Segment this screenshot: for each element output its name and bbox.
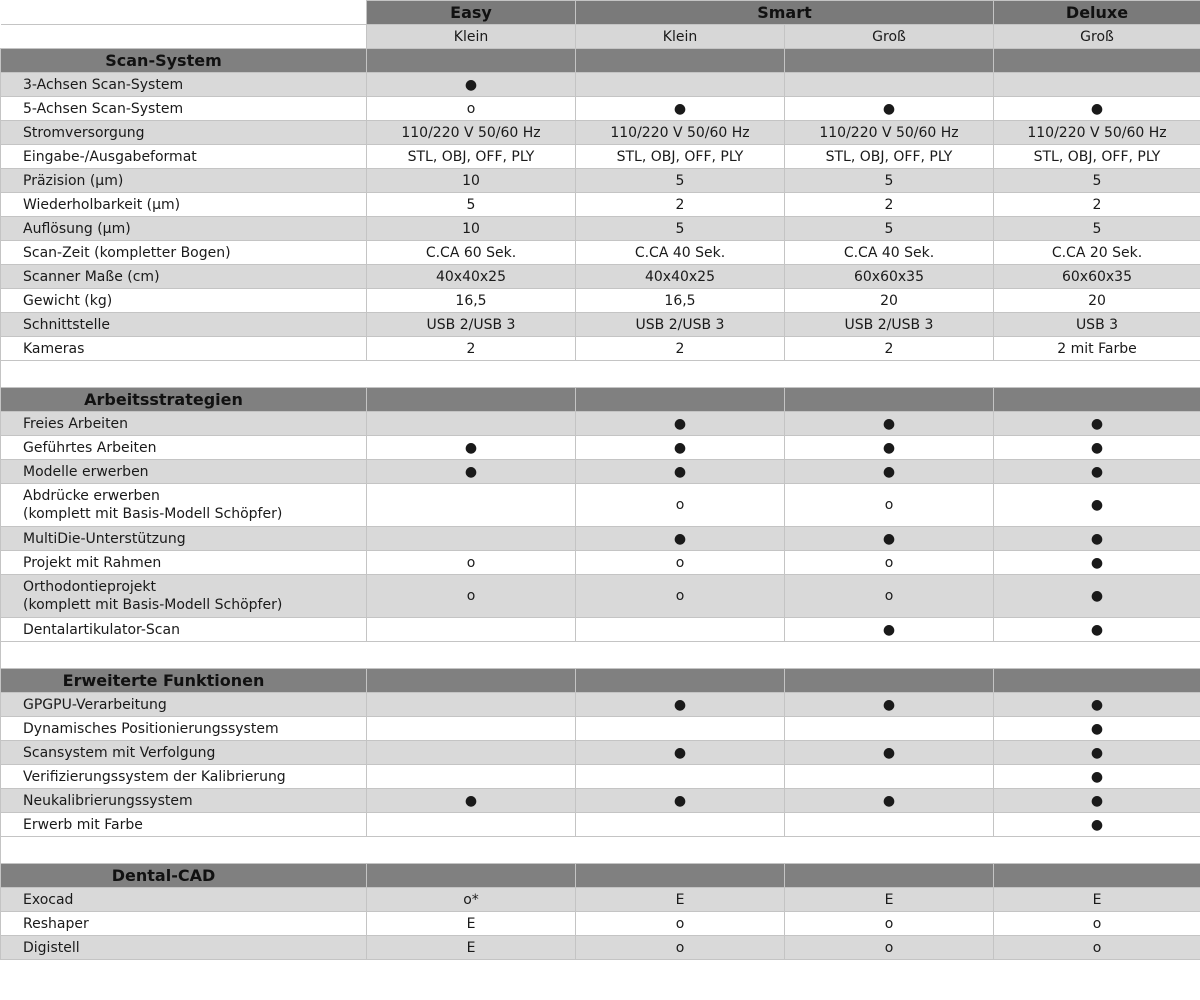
table-row (1, 912, 1200, 936)
row-label-text: Stromversorgung (23, 124, 145, 141)
table-row (1, 436, 1200, 460)
row-label-subtext: (komplett mit Basis-Modell Schöpfer) (23, 597, 283, 613)
table-row (1, 741, 1200, 765)
row-value: 2 (576, 193, 785, 217)
table-row (1, 527, 1200, 551)
spacer-cell (1, 642, 1200, 669)
row-value: ● (367, 436, 576, 460)
row-value: o (785, 551, 994, 575)
size-smart-klein: Klein (576, 25, 785, 49)
section-header-cell (367, 388, 576, 412)
table-row (1, 936, 1200, 960)
row-label-text: Schnittstelle (23, 316, 110, 333)
row-value: ● (576, 693, 785, 717)
row-value: C.CA 40 Sek. (785, 241, 994, 265)
row-value: 60x60x35 (994, 265, 1200, 289)
row-label-text: GPGPU-Verarbeitung (23, 696, 167, 713)
row-label-text: Modelle erwerben (23, 463, 149, 480)
row-value: STL, OBJ, OFF, PLY (994, 145, 1200, 169)
row-value: 5 (785, 217, 994, 241)
row-label-text: Präzision (µm) (23, 172, 124, 189)
row-value: ● (785, 693, 994, 717)
row-label (1, 241, 367, 265)
table-row (1, 265, 1200, 289)
row-label-text: Dynamisches Positionierungssystem (23, 720, 279, 737)
row-value: ● (576, 527, 785, 551)
row-value: 5 (367, 193, 576, 217)
table-row (1, 241, 1200, 265)
row-value: o (367, 97, 576, 121)
row-value: o (785, 575, 994, 618)
table-row (1, 618, 1200, 642)
row-value (785, 717, 994, 741)
size-smart-gross: Groß (785, 25, 994, 49)
row-value: 2 mit Farbe (994, 337, 1200, 361)
row-label-text: Gewicht (kg) (23, 292, 113, 309)
row-label-text: Kameras (23, 340, 85, 357)
row-value: STL, OBJ, OFF, PLY (367, 145, 576, 169)
table-row (1, 551, 1200, 575)
row-label (1, 73, 367, 97)
row-value: 2 (785, 337, 994, 361)
row-value: 5 (785, 169, 994, 193)
row-value: 16,5 (367, 289, 576, 313)
row-label (1, 265, 367, 289)
row-value (576, 73, 785, 97)
row-label (1, 888, 367, 912)
section-header-cell (994, 388, 1200, 412)
row-label (1, 412, 367, 436)
row-value: ● (576, 97, 785, 121)
row-value: o* (367, 888, 576, 912)
table-row (1, 484, 1200, 527)
row-value: ● (785, 97, 994, 121)
row-label-text: Eingabe-/Ausgabeformat (23, 148, 197, 165)
row-value: USB 2/USB 3 (785, 313, 994, 337)
section-header-row (1, 388, 1200, 412)
row-value: ● (785, 527, 994, 551)
product-header-row (1, 1, 1200, 25)
row-label-text: Scanner Maße (cm) (23, 268, 160, 285)
row-label-text: Abdrücke erwerben (23, 488, 160, 504)
row-value: o (576, 551, 785, 575)
size-easy: Klein (367, 25, 576, 49)
row-label (1, 618, 367, 642)
row-value: ● (785, 412, 994, 436)
product-deluxe: Deluxe (994, 1, 1200, 25)
row-value: C.CA 60 Sek. (367, 241, 576, 265)
section-header-cell (785, 864, 994, 888)
table-row (1, 217, 1200, 241)
row-value: ● (994, 693, 1200, 717)
row-label (1, 193, 367, 217)
row-label-text: Auflösung (µm) (23, 220, 131, 237)
row-value (367, 741, 576, 765)
row-label-text: MultiDie-Unterstützung (23, 530, 186, 547)
row-label-text: Verifizierungssystem der Kalibrierung (23, 768, 286, 785)
row-value (785, 765, 994, 789)
row-label-text: Digistell (23, 939, 80, 956)
row-value (367, 717, 576, 741)
section-header-cell (994, 864, 1200, 888)
row-label (1, 217, 367, 241)
row-value: ● (994, 460, 1200, 484)
row-value: ● (576, 789, 785, 813)
row-label (1, 289, 367, 313)
row-label-text: Projekt mit Rahmen (23, 554, 162, 571)
section-header-row (1, 864, 1200, 888)
row-value: USB 2/USB 3 (367, 313, 576, 337)
row-value: o (785, 912, 994, 936)
row-label (1, 912, 367, 936)
row-value: USB 2/USB 3 (576, 313, 785, 337)
row-value: ● (994, 436, 1200, 460)
table-row (1, 337, 1200, 361)
table-row (1, 97, 1200, 121)
spacer-cell (1, 361, 1200, 388)
row-value: ● (785, 741, 994, 765)
row-value: E (994, 888, 1200, 912)
row-label (1, 789, 367, 813)
row-label (1, 313, 367, 337)
table-row (1, 693, 1200, 717)
table-row (1, 575, 1200, 618)
row-value: ● (994, 551, 1200, 575)
section-header-cell (576, 49, 785, 73)
table-row (1, 193, 1200, 217)
section-header-cell (785, 669, 994, 693)
row-value: 5 (576, 217, 785, 241)
row-value: o (994, 912, 1200, 936)
row-value: ● (994, 527, 1200, 551)
section-header-cell (785, 388, 994, 412)
product-easy: Easy (367, 1, 576, 25)
spacer-cell (1, 837, 1200, 864)
row-label (1, 813, 367, 837)
row-value: E (785, 888, 994, 912)
row-value: STL, OBJ, OFF, PLY (785, 145, 994, 169)
row-label (1, 460, 367, 484)
table-row (1, 789, 1200, 813)
table-row (1, 145, 1200, 169)
row-label-text: Scansystem mit Verfolgung (23, 744, 216, 761)
section-header-cell (994, 49, 1200, 73)
row-value: ● (367, 73, 576, 97)
row-value: o (785, 484, 994, 527)
row-value: ● (785, 618, 994, 642)
size-deluxe: Groß (994, 25, 1200, 49)
row-value: E (367, 936, 576, 960)
section-title: Scan-System (1, 49, 367, 73)
row-label (1, 551, 367, 575)
row-value (576, 717, 785, 741)
row-label (1, 527, 367, 551)
row-value: 5 (576, 169, 785, 193)
row-value: o (367, 575, 576, 618)
row-value (367, 412, 576, 436)
row-label (1, 693, 367, 717)
row-value: ● (367, 460, 576, 484)
row-value (785, 813, 994, 837)
section-header-cell (367, 49, 576, 73)
row-label (1, 575, 367, 618)
header-corner-sub (1, 25, 367, 49)
row-value: ● (785, 789, 994, 813)
row-value: 5 (994, 169, 1200, 193)
table-row (1, 717, 1200, 741)
header-corner (1, 1, 367, 25)
row-label-text: Exocad (23, 891, 74, 908)
section-header-row (1, 49, 1200, 73)
table-row (1, 169, 1200, 193)
row-value: ● (994, 789, 1200, 813)
row-value (994, 73, 1200, 97)
row-value: USB 3 (994, 313, 1200, 337)
row-value: ● (994, 741, 1200, 765)
row-value: 110/220 V 50/60 Hz (994, 121, 1200, 145)
row-value: 40x40x25 (367, 265, 576, 289)
section-header-cell (576, 864, 785, 888)
row-value: o (367, 551, 576, 575)
row-value: 20 (994, 289, 1200, 313)
row-label-text: 5-Achsen Scan-System (23, 100, 184, 117)
row-value: C.CA 40 Sek. (576, 241, 785, 265)
row-value (367, 527, 576, 551)
table-row (1, 289, 1200, 313)
section-header-cell (367, 864, 576, 888)
row-value: ● (367, 789, 576, 813)
row-label (1, 121, 367, 145)
section-header-cell (994, 669, 1200, 693)
size-header-row (1, 25, 1200, 49)
row-value (576, 618, 785, 642)
row-label-text: Wiederholbarkeit (µm) (23, 196, 181, 213)
row-label-text: Dentalartikulator-Scan (23, 621, 180, 638)
table-row (1, 765, 1200, 789)
row-value: 110/220 V 50/60 Hz (576, 121, 785, 145)
row-label (1, 145, 367, 169)
row-value: E (576, 888, 785, 912)
row-label (1, 97, 367, 121)
row-value: 110/220 V 50/60 Hz (367, 121, 576, 145)
row-value (367, 484, 576, 527)
row-value (785, 73, 994, 97)
table-row (1, 813, 1200, 837)
section-spacer (1, 642, 1200, 669)
row-value: 2 (994, 193, 1200, 217)
section-spacer (1, 361, 1200, 388)
row-value (367, 765, 576, 789)
row-label-text: Neukalibrierungssystem (23, 792, 193, 809)
row-label-text: Scan-Zeit (kompletter Bogen) (23, 244, 231, 261)
row-value: 16,5 (576, 289, 785, 313)
row-label (1, 741, 367, 765)
row-label (1, 169, 367, 193)
section-header-cell (785, 49, 994, 73)
row-label-text: Erwerb mit Farbe (23, 816, 143, 833)
row-value: o (576, 912, 785, 936)
row-value: ● (785, 460, 994, 484)
row-value: 60x60x35 (785, 265, 994, 289)
row-label-text: Freies Arbeiten (23, 415, 129, 432)
product-smart: Smart (576, 1, 994, 25)
row-value: ● (994, 813, 1200, 837)
row-value (576, 813, 785, 837)
row-value: ● (576, 436, 785, 460)
row-value: ● (994, 575, 1200, 618)
section-title: Dental-CAD (1, 864, 367, 888)
row-label (1, 936, 367, 960)
row-value (367, 813, 576, 837)
row-value: o (576, 484, 785, 527)
row-label (1, 484, 367, 527)
table-row (1, 460, 1200, 484)
table-row (1, 121, 1200, 145)
row-value: 40x40x25 (576, 265, 785, 289)
row-value: 110/220 V 50/60 Hz (785, 121, 994, 145)
row-value: 5 (994, 217, 1200, 241)
row-value: o (576, 575, 785, 618)
table-row (1, 412, 1200, 436)
table-row (1, 888, 1200, 912)
row-label (1, 337, 367, 361)
row-value (576, 765, 785, 789)
row-value: ● (994, 717, 1200, 741)
section-spacer (1, 837, 1200, 864)
section-header-cell (576, 388, 785, 412)
row-value: 20 (785, 289, 994, 313)
row-label (1, 765, 367, 789)
row-value (367, 618, 576, 642)
section-header-row (1, 669, 1200, 693)
row-value: ● (994, 484, 1200, 527)
row-value: ● (576, 460, 785, 484)
row-value: 2 (367, 337, 576, 361)
row-label-subtext: (komplett mit Basis-Modell Schöpfer) (23, 506, 283, 522)
row-label (1, 717, 367, 741)
row-value: ● (994, 412, 1200, 436)
row-value: ● (994, 765, 1200, 789)
row-value: C.CA 20 Sek. (994, 241, 1200, 265)
row-label-text: Orthodontieprojekt (23, 579, 157, 595)
row-value: 2 (576, 337, 785, 361)
row-value: 10 (367, 169, 576, 193)
row-value: ● (994, 618, 1200, 642)
row-value: 2 (785, 193, 994, 217)
row-value: ● (576, 412, 785, 436)
section-header-cell (367, 669, 576, 693)
row-value: 10 (367, 217, 576, 241)
row-value: ● (576, 741, 785, 765)
row-label-text: Geführtes Arbeiten (23, 439, 157, 456)
row-label-text: 3-Achsen Scan-System (23, 76, 184, 93)
row-value: ● (994, 97, 1200, 121)
table-row (1, 73, 1200, 97)
section-header-cell (576, 669, 785, 693)
section-title: Arbeitsstrategien (1, 388, 367, 412)
row-label-text: Reshaper (23, 915, 89, 932)
row-value: o (785, 936, 994, 960)
row-label (1, 436, 367, 460)
row-value: E (367, 912, 576, 936)
table-row (1, 313, 1200, 337)
row-value (367, 693, 576, 717)
row-value: o (576, 936, 785, 960)
row-value: STL, OBJ, OFF, PLY (576, 145, 785, 169)
row-value: o (994, 936, 1200, 960)
row-value: ● (785, 436, 994, 460)
section-title: Erweiterte Funktionen (1, 669, 367, 693)
